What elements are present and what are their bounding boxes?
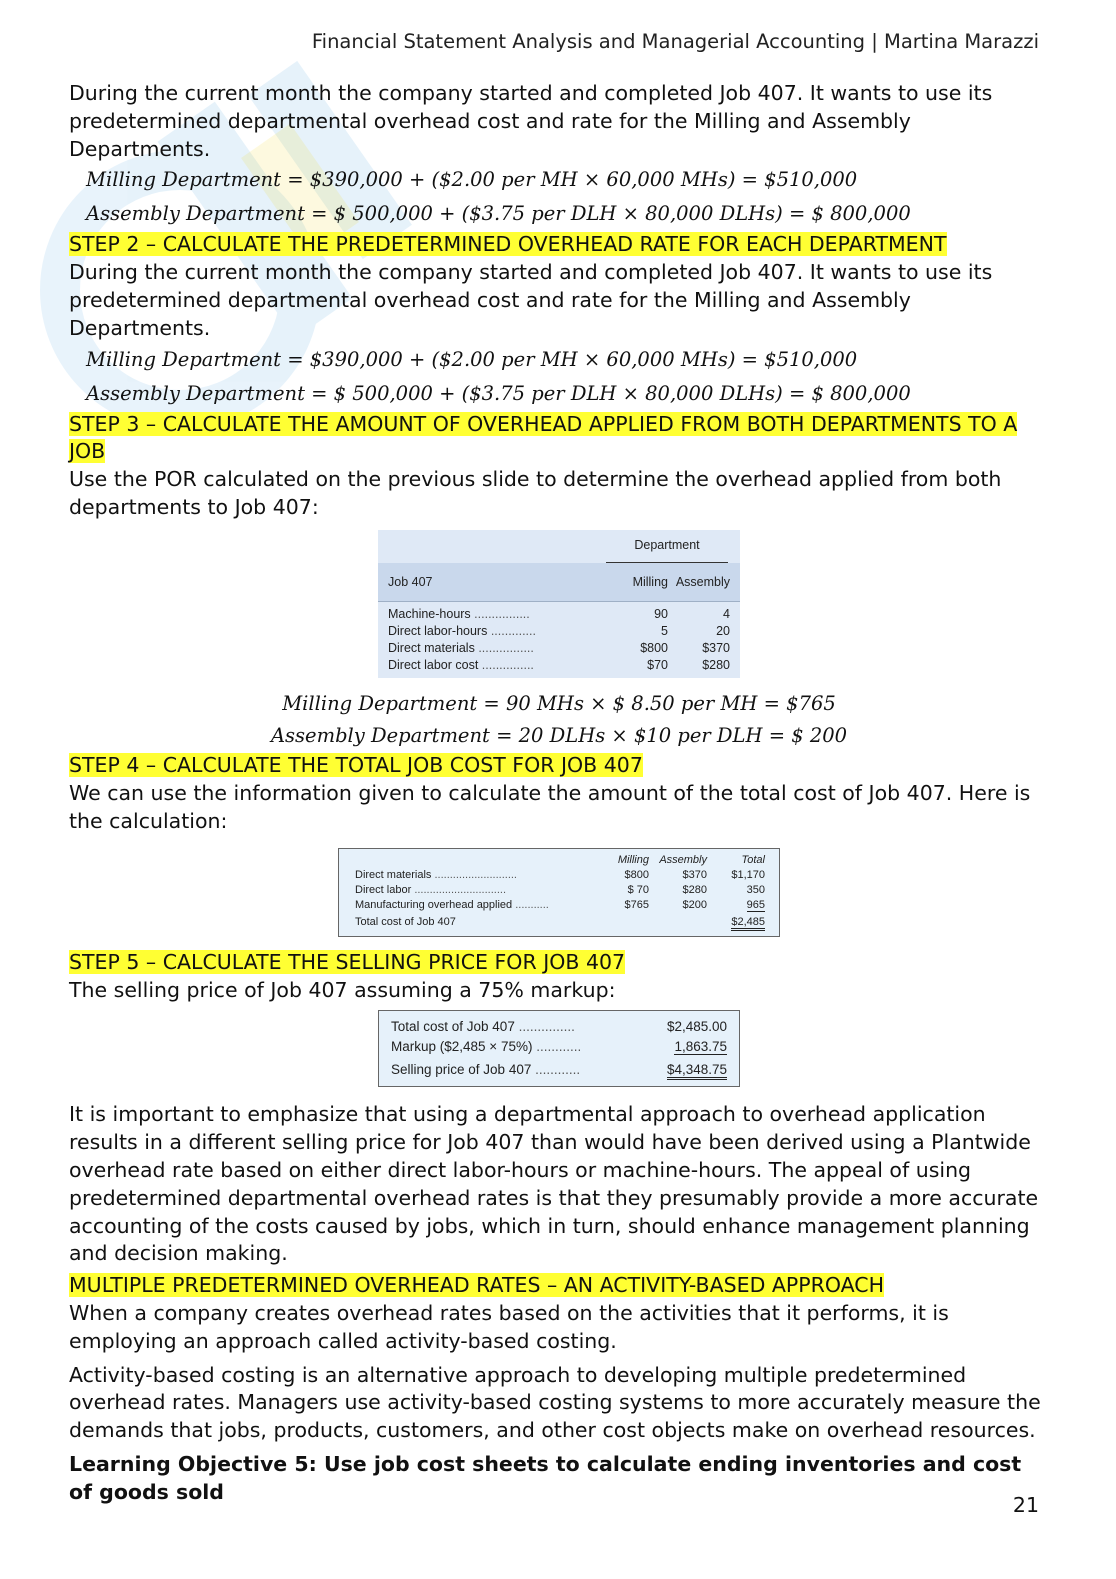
step5-heading: STEP 5 – CALCULATE THE SELLING PRICE FOR JOB 407: [69, 949, 626, 974]
step2-paragraph: During the current month the company started and completed Job 407. It wants to use its predetermined departmental overhead cost and rate for the Milling and Assembly Departments.: [69, 260, 993, 340]
step5-heading-block: [69, 949, 1049, 977]
row-label: Machine-hours: [388, 607, 471, 622]
cell-total: $1,170: [731, 868, 765, 881]
row-label: Selling price of Job 407: [391, 1062, 532, 1078]
row-label: Direct materials: [355, 868, 432, 881]
table-row: [378, 640, 740, 657]
leader-dots: ............: [535, 1062, 581, 1078]
leader-dots: ................: [474, 607, 530, 622]
page-number: 21: [1012, 1493, 1039, 1517]
figure-selling-price-wrapper: [69, 1010, 1049, 1087]
table-header-row: [378, 563, 740, 603]
cell-assembly: 20: [716, 624, 730, 639]
eq-milling-applied: Milling Department = 90 MHs × $ 8.50 per MH = $765: [282, 692, 836, 716]
cell-assembly: $280: [682, 883, 707, 896]
cell-milling: 5: [661, 624, 668, 639]
table-row: [378, 623, 740, 640]
table-row: [378, 606, 740, 623]
step2-heading: STEP 2 – CALCULATE THE PREDETERMINED OVERHEAD RATE FOR EACH DEPARTMENT: [69, 232, 947, 257]
row-label: Manufacturing overhead applied: [355, 898, 513, 911]
leader-dots: ...........: [515, 898, 549, 911]
table-row: [391, 1060, 727, 1080]
learning-objective: Learning Objective 5: Use job cost sheets to calculate ending inventories and cost of goods sold: [69, 1451, 1022, 1504]
col-milling: Milling: [617, 853, 649, 866]
cell-total: 350: [746, 883, 765, 896]
page-content: [69, 80, 1049, 1507]
step5-paragraph: The selling price of Job 407 assuming a 75% markup:: [69, 977, 616, 1002]
abc-paragraph-1: When a company creates overhead rates based on the activities that it performs, it is employing an approach called activity-based costing.: [69, 1300, 949, 1353]
cell-assembly: $370: [702, 641, 730, 656]
closing-paragraph: It is important to emphasize that using a departmental approach to overhead application results in a different selling price for Job 407 than would have been derived using a Plantwide overhead rate based on either direct labor-hours or machine-hours. The appeal of using predetermined departmental overhead rates is that they presumably provide a more accurate accounting of the costs caused by jobs, which in turn, should enhance management planning and decision making.: [69, 1102, 1039, 1266]
col-milling: Milling: [632, 574, 668, 589]
total-value: $2,485: [731, 916, 765, 931]
job-label: Job 407: [388, 574, 433, 589]
table-row: [378, 657, 740, 674]
cell-value: 1,863.75: [674, 1039, 727, 1055]
job407-department-table: [378, 530, 740, 679]
leader-dots: ..............................: [414, 883, 506, 896]
cell-milling: $70: [647, 658, 668, 673]
cell-milling: $800: [640, 641, 668, 656]
leader-dots: ................: [478, 641, 534, 656]
table-body: [378, 602, 740, 674]
department-header: [378, 530, 740, 563]
row-label: Direct materials: [388, 641, 475, 656]
step4-paragraph: We can use the information given to calculate the amount of the total cost of Job 407. Here is the calculation:: [69, 781, 1031, 833]
step3-heading-block: [69, 411, 1049, 467]
abc-heading: MULTIPLE PREDETERMINED OVERHEAD RATES – AN ACTIVITY-BASED APPROACH: [69, 1273, 885, 1298]
figure-total-cost-wrapper: [69, 848, 1049, 937]
cell-milling: $800: [624, 868, 649, 881]
leader-dots: .............: [490, 624, 536, 639]
cell-total: 965: [746, 898, 765, 911]
step3-heading-line2: JOB: [69, 439, 106, 464]
step3-paragraph: Use the POR calculated on the previous slide to determine the overhead applied from both departments to Job 407:: [69, 467, 1002, 519]
cell-assembly: $370: [682, 868, 707, 881]
total-job-cost-table: [338, 848, 780, 937]
row-label: Markup ($2,485 × 75%): [391, 1039, 533, 1055]
cell-milling: 90: [654, 607, 668, 622]
leader-dots: ............: [536, 1039, 582, 1055]
col-assembly: Assembly: [659, 853, 707, 866]
cell-milling: $765: [624, 898, 649, 911]
step4-heading-block: [69, 752, 1049, 780]
row-label: Direct labor cost: [388, 658, 479, 673]
col-total: Total: [741, 853, 765, 866]
leader-dots: ...............: [481, 658, 534, 673]
table-row: [391, 1017, 727, 1037]
eq-assembly-applied: Assembly Department = 20 DLHs × $10 per DLH = $ 200: [270, 724, 848, 748]
cell-assembly: 4: [723, 607, 730, 622]
eq-milling-intro: Milling Department = $390,000 + ($2.00 per MH × 60,000 MHs) = $510,000: [86, 168, 858, 192]
row-label: Direct labor: [355, 883, 412, 896]
cell-value: $2,485.00: [666, 1019, 727, 1035]
intro-paragraph: During the current month the company started and completed Job 407. It wants to use its predetermined departmental overhead cost and rate for the Milling and Assembly Departments.: [69, 81, 993, 161]
col-assembly: Assembly: [675, 574, 730, 589]
row-label: Direct labor-hours: [388, 624, 488, 639]
abc-heading-block: [69, 1272, 1049, 1300]
cell-value: $4,348.75: [667, 1062, 727, 1080]
total-label: Total cost of Job 407: [355, 915, 456, 928]
leader-dots: ...........................: [434, 868, 517, 881]
step3-heading-line1: STEP 3 – CALCULATE THE AMOUNT OF OVERHEAD APPLIED FROM BOTH DEPARTMENTS TO A: [69, 411, 1018, 436]
eq-milling-step2: Milling Department = $390,000 + ($2.00 per MH × 60,000 MHs) = $510,000: [86, 347, 858, 371]
cell-milling: $ 70: [627, 883, 649, 896]
eq-assembly-step2: Assembly Department = $ 500,000 + ($3.75 per DLH × 80,000 DLHs) = $ 800,000: [86, 381, 911, 405]
selling-price-table: [378, 1010, 740, 1087]
table-row: [355, 883, 765, 898]
abc-paragraph-2: Activity-based costing is an alternative approach to developing multiple predetermined overhead rates. Managers use activity-based costing systems to more accurately measure the demands that jobs, products, customers, and other cost objects make on overhead resources.: [69, 1362, 1041, 1443]
step2-heading-block: [69, 231, 1049, 259]
figure-job407-wrapper: [69, 530, 1049, 679]
row-label: Total cost of Job 407: [391, 1019, 515, 1035]
table-row: [355, 898, 765, 913]
cell-assembly: $280: [702, 658, 730, 673]
cell-assembly: $200: [682, 898, 707, 911]
eq-assembly-intro: Assembly Department = $ 500,000 + ($3.75 per DLH × 80,000 DLHs) = $ 800,000: [86, 202, 911, 226]
leader-dots: ...............: [518, 1019, 575, 1035]
page-header: Financial Statement Analysis and Managerial Accounting | Martina Marazzi: [311, 30, 1039, 53]
table-total-row: [355, 915, 765, 930]
step4-heading: STEP 4 – CALCULATE THE TOTAL JOB COST FOR JOB 407: [69, 753, 643, 778]
table-row: [391, 1037, 727, 1057]
department-label: Department: [606, 532, 728, 563]
table-row: [355, 868, 765, 883]
table-header-row: [355, 853, 765, 868]
